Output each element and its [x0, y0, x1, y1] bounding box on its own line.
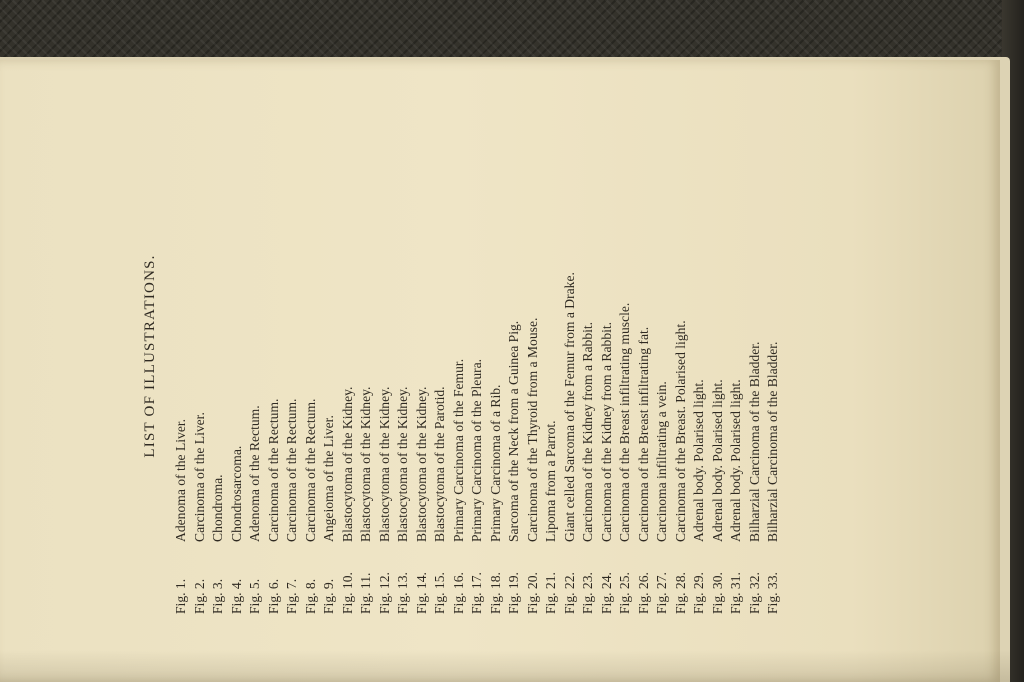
figure-caption: Sarcoma of the Neck from a Guinea Pig.: [506, 320, 521, 542]
figure-number: Fig. 9.: [321, 578, 336, 614]
list-item: [302, 76, 321, 614]
figure-number: Fig. 4.: [228, 578, 244, 614]
page-shadow: [0, 650, 1010, 682]
figure-number: Fig. 30.: [709, 572, 725, 614]
figure-caption: Adenoma of the Liver.: [173, 418, 188, 542]
figure-caption: Adrenal body. Polarised light.: [728, 379, 743, 542]
figure-number: Fig. 27.: [654, 572, 669, 614]
figure-caption: Blastocytoma of the Kidney.: [339, 386, 355, 542]
figure-number: Fig. 10.: [339, 572, 355, 614]
figure-number: Fig. 18.: [487, 572, 503, 614]
figure-number: Fig. 1.: [173, 578, 188, 614]
figure-number: Fig. 29.: [691, 572, 706, 614]
figure-caption: Primary Carcinoma of a Rib.: [487, 384, 503, 542]
figure-caption: Primary Carcinoma of the Femur.: [450, 358, 466, 542]
list-item: [598, 76, 617, 614]
figure-caption: Adrenal body. Polarised light.: [691, 379, 706, 542]
list-item: [339, 76, 358, 614]
list-item: [376, 76, 395, 614]
figure-caption: Blastocytoma of the Kidney.: [413, 386, 429, 542]
list-item: [172, 76, 191, 614]
figure-caption: Chondroma.: [210, 474, 225, 542]
figure-number: Fig. 17.: [469, 572, 484, 614]
figure-number: Fig. 23.: [580, 572, 595, 614]
list-item: [542, 76, 561, 614]
figure-caption: Carcinoma of the Rectum.: [302, 398, 318, 542]
figure-caption: Adrenal body. Polarised light.: [709, 379, 725, 542]
list-item: [228, 76, 247, 614]
list-item: [394, 76, 413, 614]
list-item: [468, 76, 487, 614]
list-item: [653, 76, 672, 614]
figure-caption: Carcinoma of the Breast infiltrating muscle.: [617, 302, 632, 542]
figure-number: Fig. 14.: [413, 572, 429, 614]
list-item: [746, 76, 765, 614]
list-item: [524, 76, 543, 614]
list-item: [450, 76, 469, 614]
list-item: [209, 76, 228, 614]
figure-number: Fig. 22.: [561, 572, 577, 614]
list-item: [191, 76, 210, 614]
figure-number: Fig. 32.: [746, 572, 762, 614]
figure-number: Fig. 7.: [284, 578, 299, 614]
figure-number: Fig. 31.: [728, 572, 743, 614]
list-item: [283, 76, 302, 614]
figure-number: Fig. 28.: [672, 572, 688, 614]
figure-caption: Blastocytoma of the Kidney.: [358, 386, 373, 542]
list-item: [764, 76, 783, 614]
illustration-list: [172, 76, 783, 636]
figure-number: Fig. 6.: [265, 578, 281, 614]
figure-caption: Carcinoma of the Kidney from a Rabbit.: [580, 321, 595, 542]
figure-number: Fig. 20.: [524, 572, 540, 614]
list-item: [690, 76, 709, 614]
list-item: [265, 76, 284, 614]
figure-number: Fig. 5.: [247, 578, 262, 614]
figure-number: Fig. 11.: [358, 572, 373, 614]
list-item: [672, 76, 691, 614]
book-cover-top: [0, 0, 1024, 60]
figure-caption: Adenoma of the Rectum.: [247, 405, 262, 542]
page-title: LIST OF ILLUSTRATIONS.: [142, 254, 158, 458]
list-item: [635, 76, 654, 614]
list-item: [487, 76, 506, 614]
figure-number: Fig. 2.: [191, 578, 207, 614]
figure-caption: Bilharzial Carcinoma of the Bladder.: [746, 341, 762, 542]
figure-number: Fig. 26.: [635, 572, 651, 614]
figure-number: Fig. 16.: [450, 572, 466, 614]
list-item: [579, 76, 598, 614]
figure-caption: Primary Carcinoma of the Pleura.: [469, 358, 484, 542]
figure-caption: Carcinoma of the Liver.: [191, 412, 207, 542]
figure-caption: Angeioma of the Liver.: [321, 415, 336, 542]
rotated-text-block: [140, 76, 800, 636]
figure-number: Fig. 3.: [210, 578, 225, 614]
list-item: [561, 76, 580, 614]
list-item: [413, 76, 432, 614]
figure-caption: Carcinoma of the Kidney from a Rabbit.: [598, 321, 614, 542]
figure-caption: Giant celled Sarcoma of the Femur from a Drake.: [561, 272, 577, 542]
figure-number: Fig. 12.: [376, 572, 392, 614]
figure-number: Fig. 13.: [395, 572, 410, 614]
list-item: [431, 76, 450, 614]
figure-caption: Carcinoma of the Rectum.: [265, 398, 281, 542]
list-item: [357, 76, 376, 614]
figure-caption: Blastocytoma of the Kidney.: [395, 386, 410, 542]
list-item: [246, 76, 265, 614]
list-item: [616, 76, 635, 614]
list-item: [320, 76, 339, 614]
figure-caption: Blastocytoma of the Parotid.: [432, 386, 447, 542]
figure-number: Fig. 15.: [432, 572, 447, 614]
figure-number: Fig. 25.: [617, 572, 632, 614]
figure-caption: Carcinoma of the Breast. Polarised light.: [672, 320, 688, 542]
figure-caption: Lipoma from a Parrot.: [543, 420, 558, 542]
figure-caption: Carcinoma of the Rectum.: [284, 398, 299, 542]
list-item: [709, 76, 728, 614]
figure-caption: Carcinoma of the Breast infiltrating fat.: [635, 326, 651, 542]
figure-number: Fig. 19.: [506, 572, 521, 614]
figure-number: Fig. 24.: [598, 572, 614, 614]
figure-number: Fig. 8.: [302, 578, 318, 614]
list-item: [505, 76, 524, 614]
figure-caption: Carcinoma infiltrating a vein.: [654, 381, 669, 542]
figure-number: Fig. 33.: [765, 572, 780, 614]
figure-caption: Carcinoma of the Thyroid from a Mouse.: [524, 317, 540, 542]
figure-number: Fig. 21.: [543, 572, 558, 614]
list-item: [727, 76, 746, 614]
figure-caption: Blastocytoma of the Kidney.: [376, 386, 392, 542]
figure-caption: Chondrosarcoma.: [228, 445, 244, 542]
figure-caption: Bilharzial Carcinoma of the Bladder.: [765, 341, 780, 542]
